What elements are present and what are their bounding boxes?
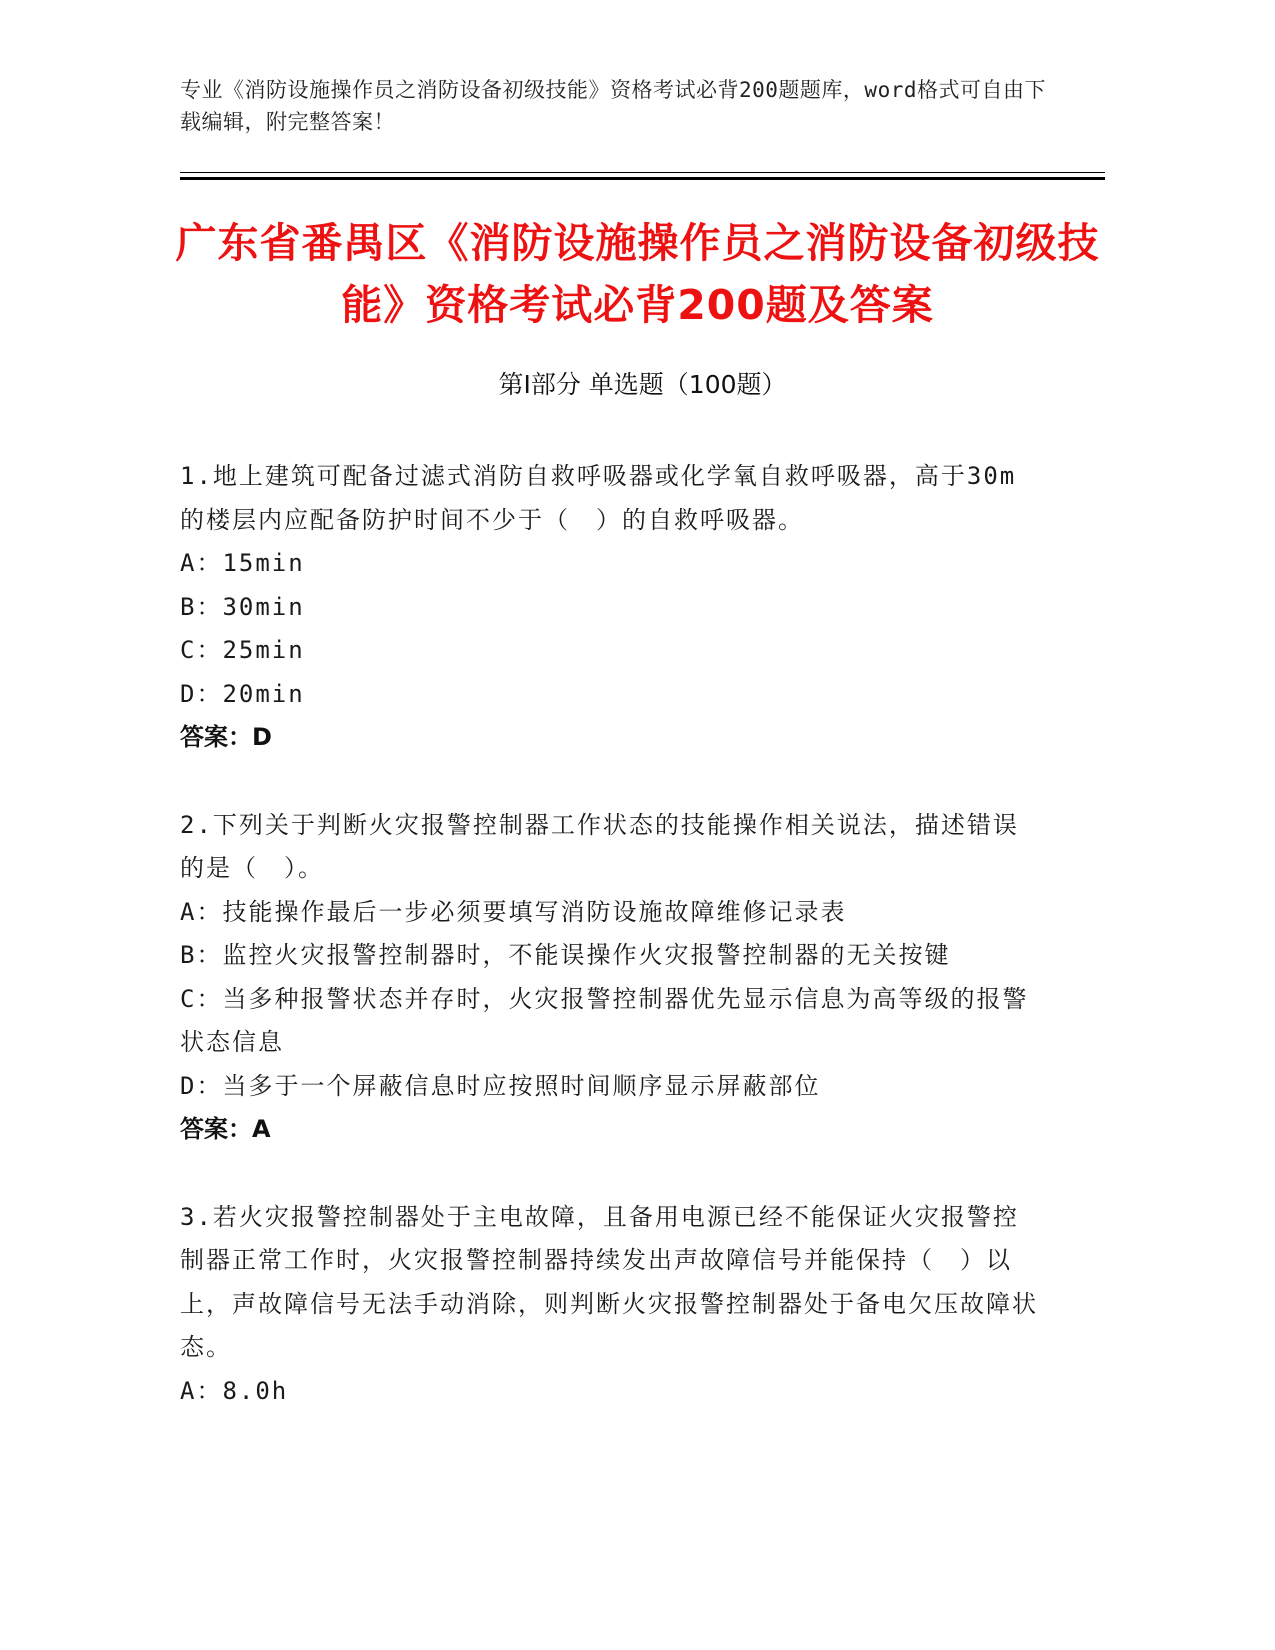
question-1: [180, 455, 1040, 760]
answer: 答案：A: [180, 1115, 271, 1143]
option-d: D：当多于一个屏蔽信息时应按照时间顺序显示屏蔽部位: [180, 1071, 821, 1100]
section-title: 第Ⅰ部分 单选题（100题）: [498, 370, 787, 399]
option-c: C：25min: [180, 636, 305, 664]
option-c: C：当多种报警状态并存时，火灾报警控制器优先显示信息为高等级的报警状态信息: [180, 984, 1029, 1056]
option-b: B：监控火灾报警控制器时，不能误操作火灾报警控制器的无关按键: [180, 941, 951, 969]
header-divider-thick: [180, 177, 1105, 180]
question-list: [180, 455, 1040, 1457]
option-a: A：8.0h: [180, 1376, 289, 1405]
question-stem: 3.若火灾报警控制器处于主电故障，且备用电源已经不能保证火灾报警控制器正常工作时，火灾报警控制器持续发出声故障信号并能保持（ ）以上，声故障信号无法手动消除，则判断火灾报警控制器处于备电欠压故障状态。: [180, 1202, 1038, 1361]
header-divider-thin: [180, 172, 1105, 173]
option-a: A：技能操作最后一步必须要填写消防设施故障维修记录表: [180, 897, 847, 926]
option-d: D：20min: [180, 679, 305, 708]
question-stem: 2.下列关于判断火灾报警控制器工作状态的技能操作相关说法，描述错误的是（ ）。: [180, 810, 1019, 882]
document-title: 广东省番禺区《消防设施操作员之消防设备初级技能》资格考试必背200题及答案: [175, 219, 1100, 329]
question-stem: 1.地上建筑可配备过滤式消防自救呼吸器或化学氧自救呼吸器，高于30m的楼层内应配备防护时间不少于（ ）的自救呼吸器。: [180, 462, 1017, 534]
question-2: [180, 804, 1040, 1152]
question-3: [180, 1196, 1040, 1414]
answer: 答案：D: [180, 723, 272, 751]
option-a: A：15min: [180, 549, 305, 577]
header-note: 专业《消防设施操作员之消防设备初级技能》资格考试必背200题题库，word格式可自由下载编辑，附完整答案！: [180, 78, 1046, 134]
option-b: B：30min: [180, 592, 305, 621]
